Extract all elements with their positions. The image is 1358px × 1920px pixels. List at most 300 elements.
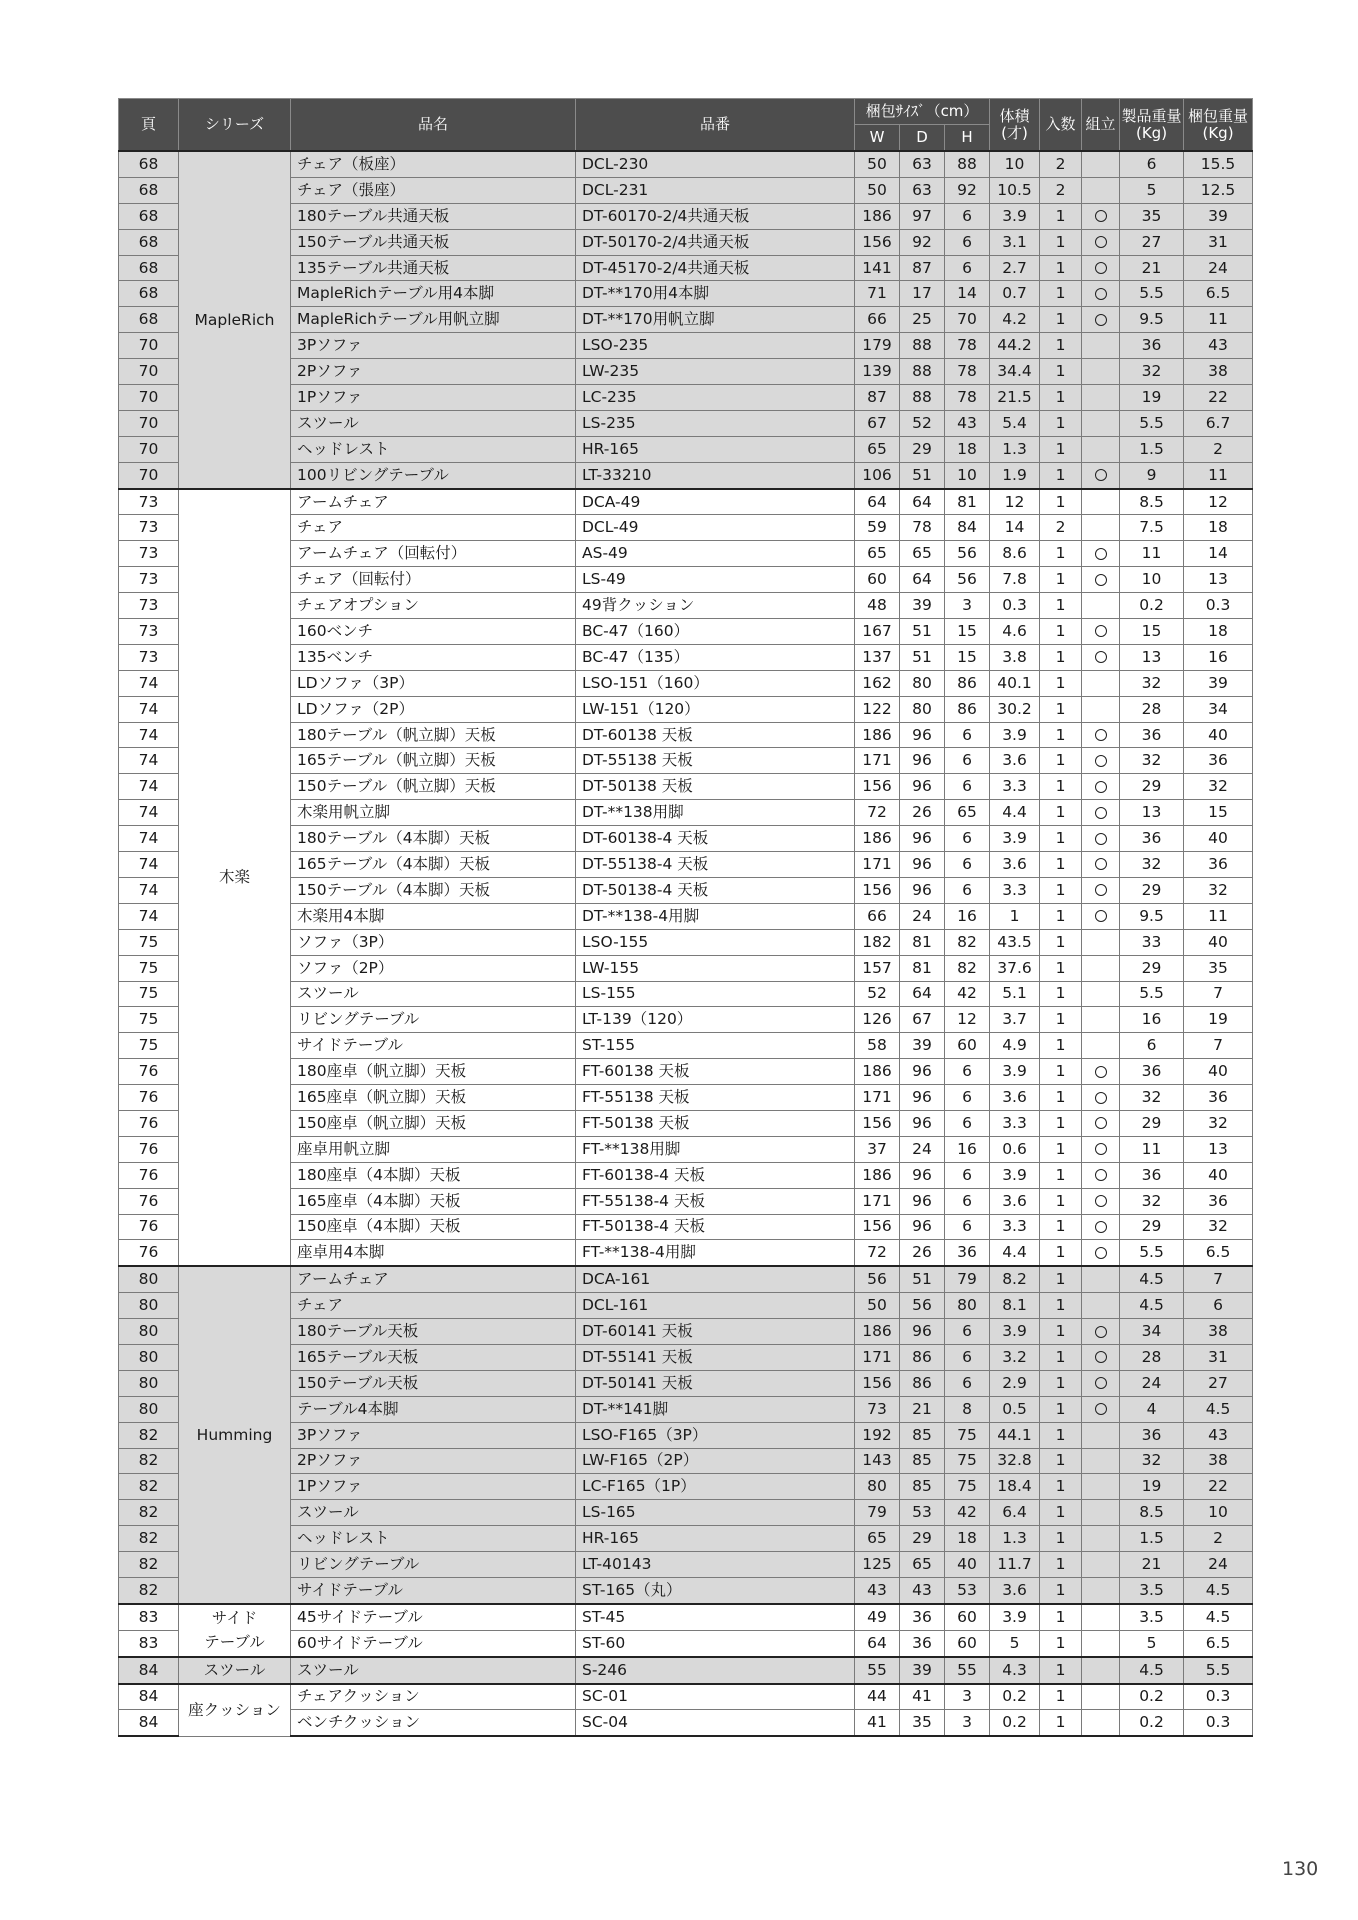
- cell-h: 6: [945, 1085, 990, 1111]
- cell-volume: 3.6: [990, 852, 1040, 878]
- cell-page: 75: [119, 955, 179, 981]
- series-cell: MapleRich: [179, 151, 291, 489]
- cell-d: 41: [900, 1684, 945, 1710]
- cell-d: 96: [900, 1214, 945, 1240]
- cell-name: 165座卓（4本脚）天板: [291, 1188, 576, 1214]
- cell-volume: 44.1: [990, 1422, 1040, 1448]
- cell-name: スツール: [291, 981, 576, 1007]
- cell-w: 167: [855, 619, 900, 645]
- cell-d: 51: [900, 462, 945, 488]
- table-row: [119, 1604, 1253, 1630]
- cell-qty: 1: [1040, 1136, 1082, 1162]
- cell-volume: 0.6: [990, 1136, 1040, 1162]
- cell-pack-weight: 24: [1184, 255, 1253, 281]
- cell-qty: 1: [1040, 541, 1082, 567]
- cell-code: DT-55138 天板: [576, 748, 855, 774]
- cell-code: HR-165: [576, 436, 855, 462]
- cell-h: 3: [945, 1710, 990, 1736]
- cell-pack-weight: 14: [1184, 541, 1253, 567]
- table-header: [119, 99, 1253, 152]
- cell-qty: 1: [1040, 1577, 1082, 1603]
- cell-volume: 6.4: [990, 1500, 1040, 1526]
- cell-pack-weight: 38: [1184, 1448, 1253, 1474]
- assembly-mark-icon: [1095, 1247, 1107, 1259]
- cell-d: 87: [900, 255, 945, 281]
- cell-h: 6: [945, 1319, 990, 1345]
- cell-qty: 1: [1040, 774, 1082, 800]
- cell-w: 156: [855, 877, 900, 903]
- cell-pack-weight: 2: [1184, 1526, 1253, 1552]
- cell-volume: 1.9: [990, 462, 1040, 488]
- cell-assembly: [1082, 255, 1120, 281]
- cell-code: DT-60138-4 天板: [576, 826, 855, 852]
- assembly-mark-icon: [1095, 1092, 1107, 1104]
- cell-name: ヘッドレスト: [291, 436, 576, 462]
- cell-h: 15: [945, 644, 990, 670]
- series-cell: 座クッション: [179, 1684, 291, 1737]
- header-qty: 入数: [1040, 99, 1082, 152]
- cell-qty: 1: [1040, 852, 1082, 878]
- cell-volume: 4.4: [990, 800, 1040, 826]
- cell-volume: 34.4: [990, 359, 1040, 385]
- cell-w: 156: [855, 774, 900, 800]
- cell-name: スツール: [291, 1500, 576, 1526]
- cell-code: DT-50138-4 天板: [576, 877, 855, 903]
- assembly-mark-icon: [1095, 807, 1107, 819]
- cell-product-weight: 32: [1120, 1188, 1184, 1214]
- cell-volume: 3.9: [990, 1059, 1040, 1085]
- cell-volume: 4.4: [990, 1240, 1040, 1266]
- assembly-mark-icon: [1095, 884, 1107, 896]
- cell-product-weight: 24: [1120, 1370, 1184, 1396]
- cell-name: 180座卓（4本脚）天板: [291, 1162, 576, 1188]
- cell-pack-weight: 39: [1184, 670, 1253, 696]
- cell-assembly: [1082, 1240, 1120, 1266]
- cell-assembly: [1082, 462, 1120, 488]
- cell-qty: 1: [1040, 670, 1082, 696]
- cell-product-weight: 32: [1120, 670, 1184, 696]
- cell-name: LDソファ（2P）: [291, 696, 576, 722]
- cell-w: 156: [855, 1110, 900, 1136]
- cell-pack-weight: 15: [1184, 800, 1253, 826]
- table-body: [119, 151, 1253, 1736]
- cell-w: 122: [855, 696, 900, 722]
- cell-qty: 1: [1040, 1007, 1082, 1033]
- cell-h: 6: [945, 255, 990, 281]
- cell-code: LW-235: [576, 359, 855, 385]
- cell-volume: 3.3: [990, 1110, 1040, 1136]
- cell-d: 67: [900, 1007, 945, 1033]
- cell-product-weight: 4.5: [1120, 1657, 1184, 1684]
- cell-product-weight: 32: [1120, 1085, 1184, 1111]
- cell-page: 74: [119, 696, 179, 722]
- cell-d: 64: [900, 489, 945, 515]
- cell-assembly: [1082, 1319, 1120, 1345]
- cell-d: 64: [900, 567, 945, 593]
- cell-assembly: [1082, 1684, 1120, 1710]
- cell-page: 80: [119, 1266, 179, 1292]
- cell-qty: 1: [1040, 1657, 1082, 1684]
- cell-page: 68: [119, 177, 179, 203]
- cell-h: 88: [945, 151, 990, 177]
- cell-product-weight: 36: [1120, 1422, 1184, 1448]
- assembly-mark-icon: [1095, 755, 1107, 767]
- cell-code: SC-04: [576, 1710, 855, 1736]
- cell-product-weight: 1.5: [1120, 436, 1184, 462]
- cell-h: 78: [945, 333, 990, 359]
- cell-pack-weight: 32: [1184, 774, 1253, 800]
- cell-volume: 5.1: [990, 981, 1040, 1007]
- cell-name: チェアオプション: [291, 593, 576, 619]
- cell-assembly: [1082, 1162, 1120, 1188]
- cell-qty: 1: [1040, 1059, 1082, 1085]
- cell-d: 29: [900, 1526, 945, 1552]
- cell-w: 50: [855, 177, 900, 203]
- cell-code: ST-60: [576, 1630, 855, 1656]
- cell-code: HR-165: [576, 1526, 855, 1552]
- cell-name: 木楽用帆立脚: [291, 800, 576, 826]
- cell-pack-weight: 13: [1184, 1136, 1253, 1162]
- cell-volume: 3.8: [990, 644, 1040, 670]
- cell-page: 68: [119, 255, 179, 281]
- cell-pack-weight: 18: [1184, 619, 1253, 645]
- cell-h: 53: [945, 1577, 990, 1603]
- cell-w: 59: [855, 515, 900, 541]
- cell-assembly: [1082, 229, 1120, 255]
- cell-h: 56: [945, 541, 990, 567]
- cell-d: 96: [900, 748, 945, 774]
- cell-w: 44: [855, 1684, 900, 1710]
- header-product-weight-unit: (Kg): [1135, 123, 1168, 142]
- cell-d: 96: [900, 1188, 945, 1214]
- cell-code: DCA-161: [576, 1266, 855, 1292]
- cell-assembly: [1082, 359, 1120, 385]
- header-product-weight: [1120, 99, 1184, 152]
- cell-pack-weight: 27: [1184, 1370, 1253, 1396]
- assembly-mark-icon: [1095, 1169, 1107, 1181]
- cell-page: 74: [119, 826, 179, 852]
- cell-h: 84: [945, 515, 990, 541]
- cell-assembly: [1082, 1577, 1120, 1603]
- cell-w: 65: [855, 1526, 900, 1552]
- cell-assembly: [1082, 1552, 1120, 1578]
- product-spec-table: [118, 98, 1253, 1737]
- cell-page: 68: [119, 151, 179, 177]
- cell-qty: 1: [1040, 748, 1082, 774]
- table-row: [119, 151, 1253, 177]
- cell-product-weight: 3.5: [1120, 1577, 1184, 1603]
- cell-name: チェア: [291, 515, 576, 541]
- header-w: W: [855, 125, 900, 152]
- cell-assembly: [1082, 1422, 1120, 1448]
- cell-w: 171: [855, 1188, 900, 1214]
- cell-pack-weight: 7: [1184, 981, 1253, 1007]
- cell-page: 68: [119, 281, 179, 307]
- cell-name: 45サイドテーブル: [291, 1604, 576, 1630]
- cell-qty: 1: [1040, 800, 1082, 826]
- cell-qty: 2: [1040, 177, 1082, 203]
- cell-h: 6: [945, 774, 990, 800]
- cell-w: 157: [855, 955, 900, 981]
- cell-pack-weight: 6.7: [1184, 410, 1253, 436]
- cell-d: 96: [900, 722, 945, 748]
- cell-code: DT-50170-2/4共通天板: [576, 229, 855, 255]
- cell-pack-weight: 6.5: [1184, 1630, 1253, 1656]
- cell-assembly: [1082, 1085, 1120, 1111]
- cell-code: DCL-49: [576, 515, 855, 541]
- cell-w: 72: [855, 800, 900, 826]
- cell-assembly: [1082, 1293, 1120, 1319]
- cell-volume: 30.2: [990, 696, 1040, 722]
- cell-assembly: [1082, 1344, 1120, 1370]
- cell-product-weight: 32: [1120, 1448, 1184, 1474]
- cell-product-weight: 5: [1120, 1630, 1184, 1656]
- cell-page: 68: [119, 203, 179, 229]
- cell-name: テーブル4本脚: [291, 1396, 576, 1422]
- cell-h: 86: [945, 670, 990, 696]
- cell-pack-weight: 36: [1184, 1085, 1253, 1111]
- cell-page: 80: [119, 1319, 179, 1345]
- cell-assembly: [1082, 410, 1120, 436]
- cell-page: 76: [119, 1059, 179, 1085]
- cell-code: DCL-230: [576, 151, 855, 177]
- cell-assembly: [1082, 1474, 1120, 1500]
- cell-h: 6: [945, 1214, 990, 1240]
- cell-qty: 1: [1040, 1266, 1082, 1292]
- cell-pack-weight: 38: [1184, 359, 1253, 385]
- cell-w: 143: [855, 1448, 900, 1474]
- cell-code: FT-**138用脚: [576, 1136, 855, 1162]
- cell-product-weight: 36: [1120, 722, 1184, 748]
- cell-page: 75: [119, 1033, 179, 1059]
- cell-code: DCL-161: [576, 1293, 855, 1319]
- cell-h: 15: [945, 619, 990, 645]
- cell-d: 81: [900, 955, 945, 981]
- cell-h: 82: [945, 955, 990, 981]
- cell-d: 51: [900, 619, 945, 645]
- cell-w: 72: [855, 1240, 900, 1266]
- cell-pack-weight: 34: [1184, 696, 1253, 722]
- cell-product-weight: 19: [1120, 1474, 1184, 1500]
- cell-name: 150テーブル（4本脚）天板: [291, 877, 576, 903]
- cell-qty: 1: [1040, 1293, 1082, 1319]
- assembly-mark-icon: [1095, 1117, 1107, 1129]
- cell-d: 92: [900, 229, 945, 255]
- cell-w: 139: [855, 359, 900, 385]
- assembly-mark-icon: [1095, 781, 1107, 793]
- cell-page: 83: [119, 1604, 179, 1630]
- cell-qty: 1: [1040, 1396, 1082, 1422]
- cell-qty: 1: [1040, 1474, 1082, 1500]
- cell-code: FT-60138-4 天板: [576, 1162, 855, 1188]
- cell-name: 165テーブル（4本脚）天板: [291, 852, 576, 878]
- cell-code: AS-49: [576, 541, 855, 567]
- cell-volume: 2.7: [990, 255, 1040, 281]
- series-cell: Humming: [179, 1266, 291, 1604]
- cell-product-weight: 5.5: [1120, 410, 1184, 436]
- cell-d: 63: [900, 177, 945, 203]
- cell-d: 86: [900, 1370, 945, 1396]
- cell-page: 76: [119, 1240, 179, 1266]
- cell-assembly: [1082, 177, 1120, 203]
- cell-qty: 1: [1040, 1162, 1082, 1188]
- cell-code: ST-165（丸）: [576, 1577, 855, 1603]
- cell-pack-weight: 39: [1184, 203, 1253, 229]
- cell-pack-weight: 2: [1184, 436, 1253, 462]
- cell-pack-weight: 40: [1184, 929, 1253, 955]
- cell-volume: 1.3: [990, 436, 1040, 462]
- cell-product-weight: 34: [1120, 1319, 1184, 1345]
- assembly-mark-icon: [1095, 1143, 1107, 1155]
- cell-assembly: [1082, 696, 1120, 722]
- cell-volume: 10.5: [990, 177, 1040, 203]
- cell-page: 82: [119, 1422, 179, 1448]
- cell-qty: 1: [1040, 1526, 1082, 1552]
- assembly-mark-icon: [1095, 288, 1107, 300]
- cell-pack-weight: 24: [1184, 1552, 1253, 1578]
- cell-page: 74: [119, 774, 179, 800]
- cell-d: 80: [900, 696, 945, 722]
- cell-qty: 1: [1040, 307, 1082, 333]
- cell-qty: 1: [1040, 929, 1082, 955]
- cell-name: サイドテーブル: [291, 1033, 576, 1059]
- cell-name: 150テーブル天板: [291, 1370, 576, 1396]
- cell-volume: 0.2: [990, 1684, 1040, 1710]
- cell-volume: 5.4: [990, 410, 1040, 436]
- cell-page: 82: [119, 1448, 179, 1474]
- cell-w: 137: [855, 644, 900, 670]
- cell-qty: 1: [1040, 203, 1082, 229]
- cell-d: 96: [900, 1319, 945, 1345]
- cell-name: 150座卓（4本脚）天板: [291, 1214, 576, 1240]
- cell-volume: 3.3: [990, 877, 1040, 903]
- cell-qty: 1: [1040, 903, 1082, 929]
- cell-code: DT-**170用4本脚: [576, 281, 855, 307]
- cell-page: 80: [119, 1293, 179, 1319]
- cell-name: サイドテーブル: [291, 1577, 576, 1603]
- cell-pack-weight: 16: [1184, 644, 1253, 670]
- cell-volume: 4.2: [990, 307, 1040, 333]
- cell-page: 73: [119, 567, 179, 593]
- cell-w: 50: [855, 1293, 900, 1319]
- cell-d: 65: [900, 541, 945, 567]
- cell-volume: 11.7: [990, 1552, 1040, 1578]
- cell-h: 18: [945, 436, 990, 462]
- cell-assembly: [1082, 385, 1120, 411]
- cell-pack-weight: 40: [1184, 1162, 1253, 1188]
- assembly-mark-icon: [1095, 729, 1107, 741]
- header-page: 頁: [119, 99, 179, 152]
- cell-page: 84: [119, 1684, 179, 1710]
- cell-qty: 1: [1040, 333, 1082, 359]
- cell-qty: 1: [1040, 1319, 1082, 1345]
- cell-w: 106: [855, 462, 900, 488]
- cell-assembly: [1082, 151, 1120, 177]
- cell-d: 88: [900, 333, 945, 359]
- cell-qty: 1: [1040, 1085, 1082, 1111]
- cell-pack-weight: 13: [1184, 567, 1253, 593]
- cell-code: LT-139（120）: [576, 1007, 855, 1033]
- cell-pack-weight: 19: [1184, 1007, 1253, 1033]
- cell-d: 35: [900, 1710, 945, 1736]
- cell-page: 73: [119, 489, 179, 515]
- cell-volume: 21.5: [990, 385, 1040, 411]
- cell-code: BC-47（160）: [576, 619, 855, 645]
- cell-product-weight: 1.5: [1120, 1526, 1184, 1552]
- cell-page: 76: [119, 1162, 179, 1188]
- cell-assembly: [1082, 722, 1120, 748]
- cell-qty: 1: [1040, 436, 1082, 462]
- cell-qty: 1: [1040, 1552, 1082, 1578]
- cell-volume: 4.6: [990, 619, 1040, 645]
- cell-w: 50: [855, 151, 900, 177]
- cell-name: アームチェア: [291, 1266, 576, 1292]
- cell-pack-weight: 0.3: [1184, 1684, 1253, 1710]
- cell-page: 76: [119, 1188, 179, 1214]
- table-row: [119, 1657, 1253, 1684]
- cell-w: 171: [855, 1344, 900, 1370]
- cell-assembly: [1082, 1604, 1120, 1630]
- cell-d: 80: [900, 670, 945, 696]
- cell-code: FT-50138-4 天板: [576, 1214, 855, 1240]
- cell-w: 171: [855, 852, 900, 878]
- cell-pack-weight: 11: [1184, 903, 1253, 929]
- cell-volume: 3.9: [990, 826, 1040, 852]
- cell-code: ST-155: [576, 1033, 855, 1059]
- cell-product-weight: 5.5: [1120, 1240, 1184, 1266]
- cell-product-weight: 29: [1120, 774, 1184, 800]
- cell-qty: 1: [1040, 1710, 1082, 1736]
- cell-assembly: [1082, 800, 1120, 826]
- cell-w: 41: [855, 1710, 900, 1736]
- cell-qty: 1: [1040, 826, 1082, 852]
- cell-code: DT-**170用帆立脚: [576, 307, 855, 333]
- cell-code: LW-151（120）: [576, 696, 855, 722]
- cell-volume: 0.2: [990, 1710, 1040, 1736]
- cell-name: チェア（板座）: [291, 151, 576, 177]
- cell-name: アームチェア: [291, 489, 576, 515]
- cell-pack-weight: 43: [1184, 1422, 1253, 1448]
- cell-product-weight: 8.5: [1120, 1500, 1184, 1526]
- cell-qty: 1: [1040, 1630, 1082, 1656]
- cell-w: 58: [855, 1033, 900, 1059]
- cell-d: 39: [900, 1657, 945, 1684]
- cell-page: 80: [119, 1344, 179, 1370]
- cell-w: 71: [855, 281, 900, 307]
- cell-name: 165テーブル天板: [291, 1344, 576, 1370]
- cell-qty: 1: [1040, 981, 1082, 1007]
- assembly-mark-icon: [1095, 469, 1107, 481]
- cell-d: 29: [900, 436, 945, 462]
- cell-qty: 1: [1040, 955, 1082, 981]
- cell-product-weight: 10: [1120, 567, 1184, 593]
- cell-product-weight: 32: [1120, 748, 1184, 774]
- cell-code: DT-**141脚: [576, 1396, 855, 1422]
- cell-w: 52: [855, 981, 900, 1007]
- cell-code: LC-F165（1P）: [576, 1474, 855, 1500]
- cell-h: 16: [945, 1136, 990, 1162]
- cell-product-weight: 27: [1120, 229, 1184, 255]
- cell-d: 36: [900, 1630, 945, 1656]
- cell-name: 木楽用4本脚: [291, 903, 576, 929]
- cell-w: 156: [855, 1370, 900, 1396]
- cell-pack-weight: 40: [1184, 1059, 1253, 1085]
- cell-name: MapleRichテーブル用4本脚: [291, 281, 576, 307]
- series-cell: サイド テーブル: [179, 1604, 291, 1657]
- cell-assembly: [1082, 307, 1120, 333]
- cell-name: 座卓用4本脚: [291, 1240, 576, 1266]
- cell-volume: 18.4: [990, 1474, 1040, 1500]
